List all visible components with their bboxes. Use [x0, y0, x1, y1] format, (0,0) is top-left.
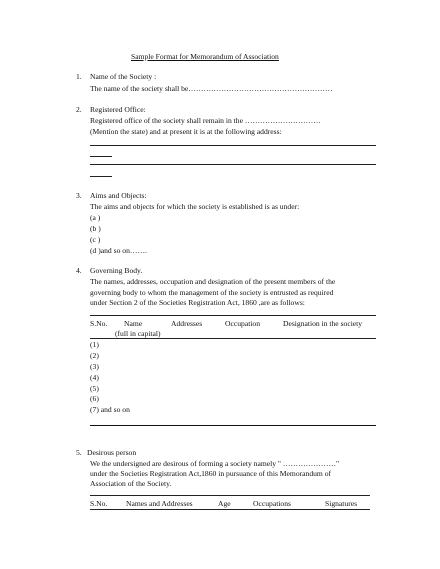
- section-5-heading: Desirous person: [87, 448, 137, 457]
- col-header-occupation: Occupation: [225, 319, 261, 328]
- table-row: (6): [90, 394, 99, 403]
- section-5-para-2: under the Societies Registration Act,1860 in pursuance of this Memorandum of: [90, 469, 332, 478]
- col-header-names-addresses: Names and Addresses: [126, 499, 193, 508]
- section-1-line: The name of the society shall be…………………………………………………: [90, 84, 333, 93]
- section-4-para-1: The names, addresses, occupation and designation of the present members of the: [90, 277, 336, 286]
- address-line-1: [90, 145, 376, 146]
- col-header-age: Age: [218, 499, 231, 508]
- section-4-para-2: governing body to whom the management of the society is entrusted as required: [90, 288, 334, 297]
- section-2-line-2: (Mention the state) and at present it is at the following address:: [90, 127, 282, 136]
- section-4-para-3: under Section 2 of the Societies Registration Act, 1860 ,are as follows:: [90, 298, 305, 307]
- governing-table-top-rule: [90, 315, 376, 316]
- section-3-line: The aims and objects for which the society is established is as under:: [90, 202, 300, 211]
- document-title: Sample Format for Memorandum of Association: [131, 52, 279, 61]
- aim-item-a: (a ): [90, 213, 101, 222]
- section-2-number: 2.: [76, 105, 82, 114]
- address-line-3: [90, 164, 376, 165]
- section-1-number: 1.: [76, 72, 82, 81]
- desirous-table-header-rule: [90, 509, 370, 510]
- table-row: (1): [90, 340, 99, 349]
- table-row: (7) and so on: [90, 405, 130, 414]
- table-row: (3): [90, 362, 99, 371]
- section-5-para-1: We the undersigned are desirous of forming a society namely " …………………": [90, 459, 340, 468]
- aim-item-c: (c ): [90, 235, 101, 244]
- address-line-4: [90, 176, 112, 177]
- table-row: (4): [90, 373, 99, 382]
- address-line-2: [90, 156, 112, 157]
- governing-table-bottom-rule: [90, 425, 376, 426]
- section-3-heading: Aims and Objects:: [90, 191, 147, 200]
- section-4-number: 4.: [76, 266, 82, 275]
- governing-table-header-rule: [90, 338, 376, 339]
- col-header-designation: Designation in the society: [283, 319, 363, 328]
- col-header-name: Name: [124, 319, 143, 328]
- aim-item-b: (b ): [90, 224, 101, 233]
- col-header-signatures: Signatures: [325, 499, 358, 508]
- col-header-sno: S.No.: [90, 499, 108, 508]
- col-header-occupations: Occupations: [253, 499, 291, 508]
- aim-item-d: (d )and so on…….: [90, 246, 147, 255]
- section-5-para-3: Association of the Society.: [90, 479, 172, 488]
- table-row: (2): [90, 351, 99, 360]
- col-header-name-sub: (full in capital): [115, 329, 161, 338]
- section-2-heading: Registered Office:: [90, 105, 146, 114]
- desirous-table-top-rule: [90, 495, 370, 496]
- col-header-addresses: Addresses: [171, 319, 203, 328]
- section-1-heading: Name of the Society :: [90, 72, 157, 81]
- section-5-number: 5.: [76, 448, 82, 457]
- col-header-sno: S.No.: [90, 319, 108, 328]
- table-row: (5): [90, 384, 99, 393]
- section-3-number: 3.: [76, 191, 82, 200]
- section-4-heading: Governing Body.: [90, 266, 143, 275]
- section-2-line-1: Registered office of the society shall remain in the …………………………: [90, 116, 321, 125]
